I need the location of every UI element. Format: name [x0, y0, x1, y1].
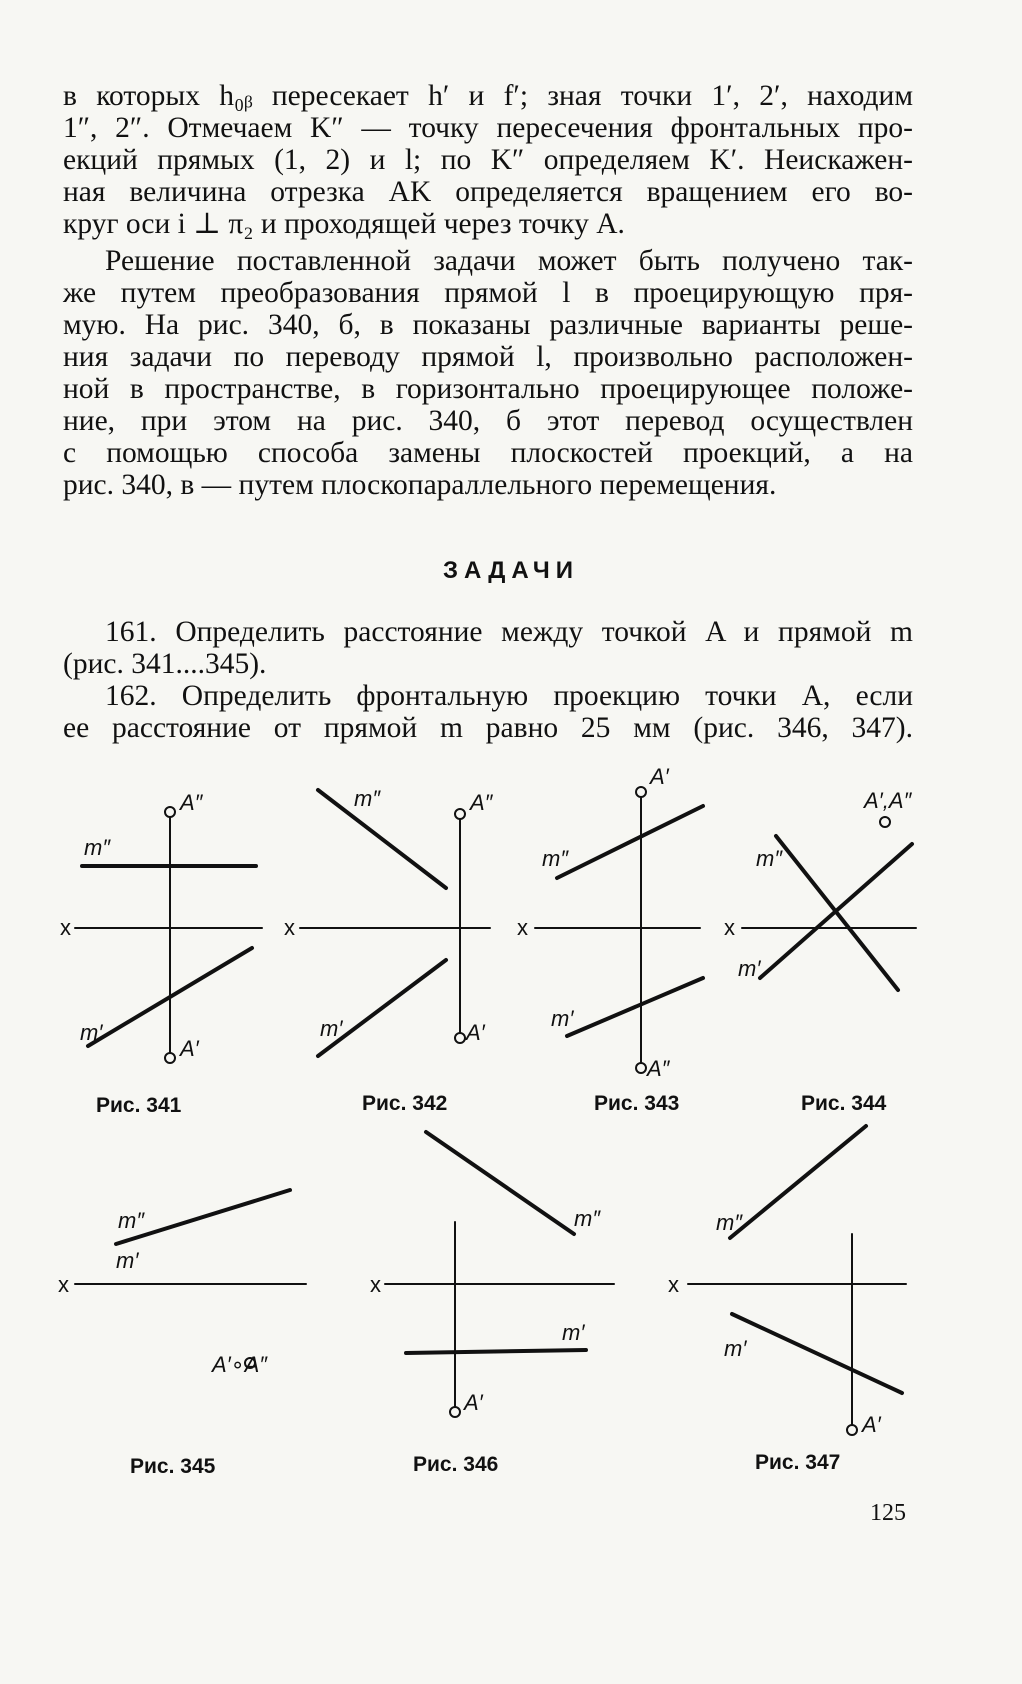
point-a-single	[455, 1033, 465, 1043]
label-m-single: m′	[80, 1020, 103, 1045]
label-m-double: m″	[574, 1206, 601, 1231]
text-line: екций прямых (1, 2) и l; по K″ определяем K′. Неискажен-	[63, 144, 913, 176]
text-line: ние, при этом на рис. 340, б этот перевод осуществлен	[63, 405, 913, 437]
axis-label: x	[60, 915, 71, 940]
line-m-single	[760, 844, 912, 978]
text-line: 161. Определить расстояние между точкой A и прямой m	[105, 616, 913, 648]
figure-346	[385, 1132, 614, 1417]
label-m-single: m′	[724, 1336, 747, 1361]
label-m-single: m′	[562, 1320, 585, 1345]
figure-344	[742, 817, 916, 990]
text-line: с помощью способа замены плоскостей проекций, а на	[63, 437, 913, 469]
caption-fig-347: Рис. 347	[755, 1451, 841, 1474]
caption-fig-342: Рис. 342	[362, 1092, 448, 1115]
caption-fig-343: Рис. 343	[594, 1092, 680, 1115]
text-line: ной в пространстве, в горизонтально проецирующее положе-	[63, 373, 913, 405]
label-m-double: m″	[354, 786, 381, 811]
section-heading: ЗАДАЧИ	[443, 557, 579, 584]
point-a-double	[455, 809, 465, 819]
label-a-both: A′∘A″	[212, 1352, 268, 1377]
text-line: Решение поставленной задачи может быть получено так-	[105, 245, 913, 277]
label-m-single: m′	[320, 1016, 343, 1041]
caption-fig-346: Рис. 346	[413, 1453, 499, 1476]
figure-347	[688, 1126, 906, 1435]
axis-label: x	[370, 1272, 381, 1297]
label-a-single: A′	[650, 764, 669, 789]
label-m-double: m″	[716, 1210, 743, 1235]
point-a-single	[847, 1425, 857, 1435]
text-line: ния задачи по переводу прямой l, произвольно расположен-	[63, 341, 913, 373]
label-m-single: m′	[738, 956, 761, 981]
axis-label: x	[58, 1272, 69, 1297]
axis-label: x	[284, 915, 295, 940]
text-line: 162. Определить фронтальную проекцию точки A, если	[105, 680, 913, 712]
label-m-double: m″	[756, 846, 783, 871]
text-line: ная величина отрезка AK определяется вращением его во-	[63, 176, 913, 208]
label-m-single: m′	[551, 1006, 574, 1031]
text-line: круг оси i ⊥ π₂ и проходящей через точку A.	[63, 208, 625, 240]
label-a-double: A″	[180, 790, 203, 815]
label-a-single: A′	[466, 1020, 485, 1045]
point-a-double	[636, 1063, 646, 1073]
point-a-single	[636, 787, 646, 797]
caption-fig-345: Рис. 345	[130, 1455, 216, 1478]
label-a-single: A′	[862, 1412, 881, 1437]
caption-fig-344: Рис. 344	[801, 1092, 887, 1115]
line-m-double	[730, 1126, 866, 1238]
text-line: рис. 340, в — путем плоскопараллельного перемещения.	[63, 469, 777, 501]
label-a-both: A′,A″	[864, 788, 912, 813]
text-line: (рис. 341....345).	[63, 648, 267, 680]
label-m-single: m′	[116, 1248, 139, 1273]
caption-fig-341: Рис. 341	[96, 1094, 182, 1117]
figure-345	[75, 1190, 306, 1368]
text-line: 1″, 2″. Отмечаем K″ — точку пересечения фронтальных про-	[63, 112, 913, 144]
line-m-double	[426, 1132, 574, 1234]
label-m-double: m″	[84, 835, 111, 860]
page-number: 125	[870, 1500, 906, 1526]
line-m-single	[567, 978, 703, 1036]
line-m-double	[557, 806, 703, 878]
point-a-both	[880, 817, 890, 827]
line-m-single	[318, 960, 446, 1056]
line-m-single	[732, 1314, 902, 1393]
line-m-double	[776, 836, 898, 990]
label-m-double: m″	[542, 846, 569, 871]
text-line: ее расстояние от прямой m равно 25 мм (рис. 346, 347).	[63, 712, 913, 744]
point-a-double	[165, 807, 175, 817]
point-a-single	[165, 1053, 175, 1063]
label-a-single: A′	[464, 1390, 483, 1415]
text-line: мую. На рис. 340, б, в показаны различные варианты реше-	[63, 309, 913, 341]
point-a-single	[450, 1407, 460, 1417]
text-line: же путем преобразования прямой l в проецирующую пря-	[63, 277, 913, 309]
line-m-double	[318, 790, 446, 888]
label-a-single: A′	[180, 1036, 199, 1061]
line-m-single	[406, 1350, 586, 1353]
label-a-double: A″	[470, 790, 493, 815]
label-m-double: m″	[118, 1208, 145, 1233]
text-line: в которых h₀ᵦ пересекает h′ и f′; зная точки 1′, 2′, находим	[63, 80, 913, 112]
axis-label: x	[668, 1272, 679, 1297]
axis-label: x	[517, 915, 528, 940]
axis-label: x	[724, 915, 735, 940]
label-a-double: A″	[647, 1056, 670, 1081]
